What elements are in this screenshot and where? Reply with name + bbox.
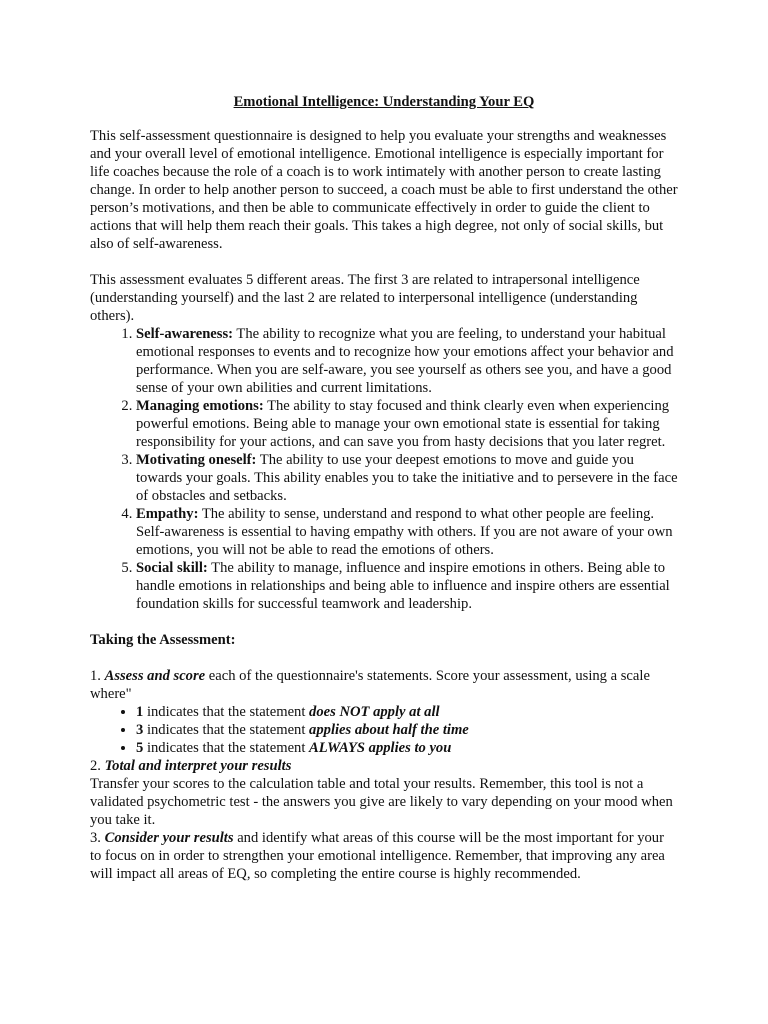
step-2 — [90, 757, 678, 775]
area-description: The ability to use your deepest emotions to move and guide you towards your goals. This ability enables you to take the initiative and to persevere in the face of obstacles and setbacks. — [136, 452, 678, 504]
scale-score: 1 — [136, 704, 144, 720]
scale-score: 5 — [136, 740, 144, 756]
scale-text: indicates that the statement — [143, 740, 310, 756]
list-item — [136, 721, 678, 739]
area-description: The ability to recognize what you are feeling, to understand your habitual emotional responses to events and to recognize how your emotions affect your behavior and performance. When you are self-aware, you see yourself as others see you, and have a good sense of your own abilities and current limitations. — [136, 326, 674, 396]
scale-meaning: applies about half the time — [309, 722, 469, 738]
step-text: and identify what areas of this course will be the most important for your to focus on in order to strengthen your emotional intelligence. Remember, that improving any area will impact all areas of EQ, so completing the entire course is highly recommended. — [90, 830, 665, 882]
scale-meaning: does NOT apply at all — [309, 704, 440, 720]
area-description: The ability to stay focused and think clearly even when experiencing powerful emotions. Being able to manage your own emotional state is essential for taking responsibility for your actions, and can save you from hasty decisions that you later regret. — [136, 398, 670, 450]
step-number: 1. — [90, 668, 105, 684]
step-number: 3. — [90, 830, 105, 846]
area-term: Self-awareness: — [136, 326, 234, 342]
step-number: 2. — [90, 758, 105, 774]
intro-paragraph: This self-assessment questionnaire is designed to help you evaluate your strengths and weaknesses and your overall level of emotional intelligence. Emotional intelligence is especially important for life coaches because the role of a coach is to work intimately with another person to create lasting change. In order to help another person to succeed, a coach must be able to first understand the other person’s motivations, and then be able to communicate effectively in order to guide the client to actions that will help them reach their goals. This takes a high degree, not only of social skills, but also of self-awareness. — [90, 128, 678, 252]
assessment-heading: Taking the Assessment: — [90, 632, 236, 648]
area-description: The ability to sense, understand and respond to what other people are feeling. Self-awareness is essential to having empathy with others. If you are not aware of your own emotions, you will not be able to read the emotions of others. — [136, 506, 673, 558]
list-item — [136, 739, 678, 757]
step-label: Consider your results — [104, 830, 234, 846]
step-3 — [90, 829, 678, 883]
step-1 — [90, 667, 678, 703]
area-term: Social skill: — [136, 560, 208, 576]
area-term: Motivating oneself: — [136, 452, 257, 468]
list-item — [136, 559, 678, 613]
list-item — [136, 703, 678, 721]
list-item — [136, 505, 678, 559]
list-item — [136, 451, 678, 505]
areas-list — [90, 325, 678, 613]
document-body — [90, 93, 678, 883]
scale-text: indicates that the statement — [143, 704, 310, 720]
scale-score: 3 — [136, 722, 144, 738]
step-2-text: Transfer your scores to the calculation table and total your results. Remember, this tool is not a validated psychometric test - the answers you give are likely to vary depending on your mood when you take it. — [90, 776, 673, 828]
area-term: Managing emotions: — [136, 398, 264, 414]
scale-text: indicates that the statement — [143, 722, 310, 738]
document-title: Emotional Intelligence: Understanding Your EQ — [233, 94, 535, 110]
areas-intro-paragraph: This assessment evaluates 5 different areas. The first 3 are related to intrapersonal intelligence (understanding yourself) and the last 2 are related to interpersonal intelligence (understanding others). — [90, 272, 640, 324]
scale-list — [90, 703, 678, 757]
step-label: Total and interpret your results — [104, 758, 292, 774]
step-label: Assess and score — [104, 668, 206, 684]
list-item — [136, 397, 678, 451]
step-text: each of the questionnaire's statements. Score your assessment, using a scale where" — [90, 668, 650, 702]
area-description: The ability to manage, influence and inspire emotions in others. Being able to handle emotions in relationships and being able to influence and inspire others are essential foundation skills for successful teamwork and leadership. — [136, 560, 670, 612]
area-term: Empathy: — [136, 506, 199, 522]
list-item — [136, 325, 678, 397]
scale-meaning: ALWAYS applies to you — [309, 740, 452, 756]
